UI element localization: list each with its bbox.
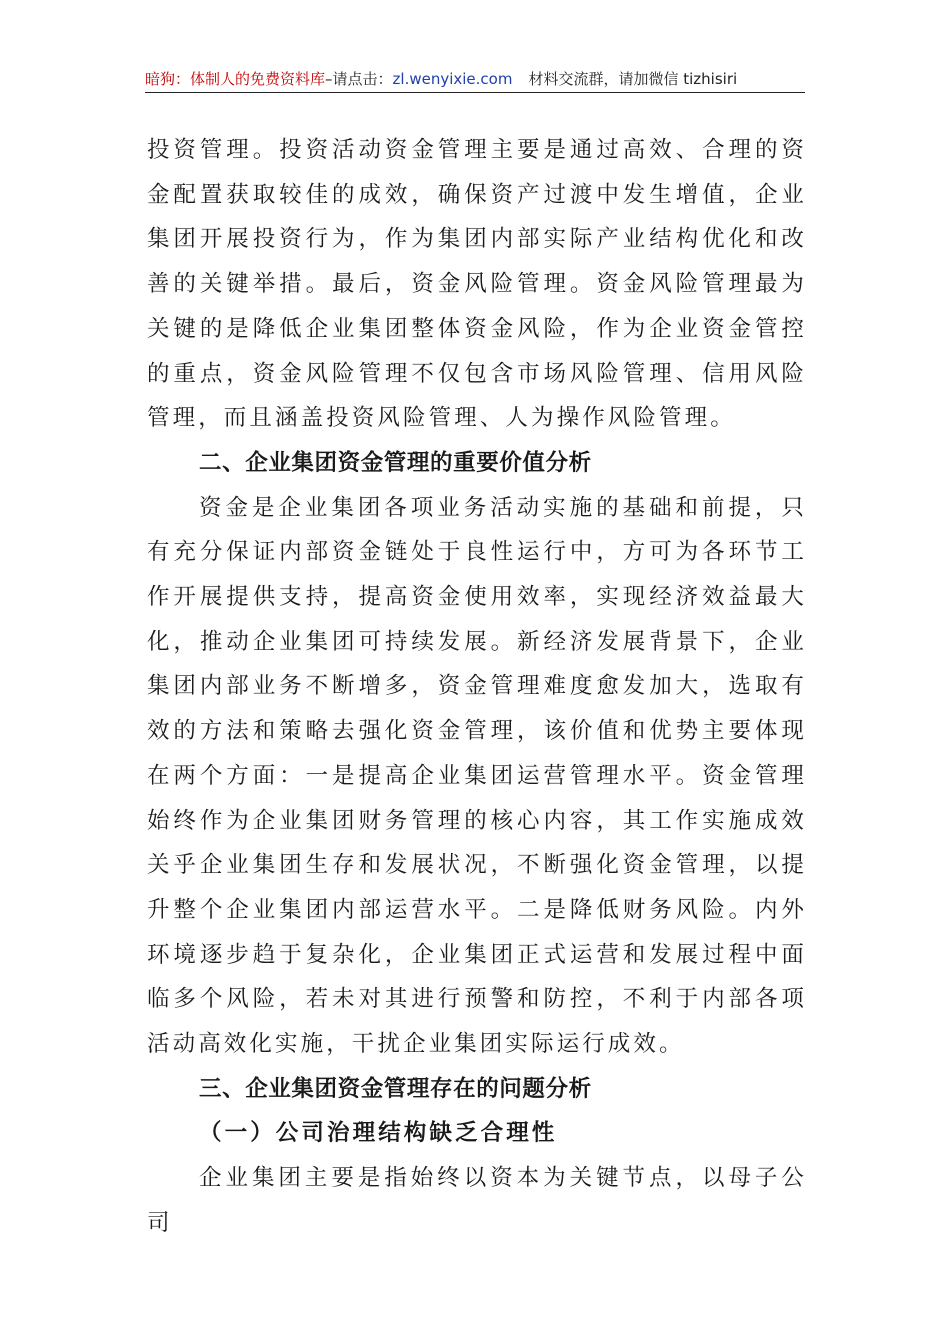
paragraph-value-analysis: 资金是企业集团各项业务活动实施的基础和前提，只有充分保证内部资金链处于良性运行中，方可为各环节工作开展提供支持，提高资金使用效率，实现经济效益最大化，推动企业集团可持续发展。新经济发展背景下，企业集团内部业务不断增多，资金管理难度愈发加大，选取有效的方法和策略去强化资金管理，该价值和优势主要体现在两个方面：一是提高企业集团运营管理水平。资金管理始终作为企业集团财务管理的核心内容，其工作实施成效关乎企业集团生存和发展状况，不断强化资金管理，以提升整个企业集团内部运营水平。二是降低财务风险。内外环境逐步趋于复杂化，企业集团正式运营和发展过程中面临多个风险，若未对其进行预警和防控，不利于内部各项活动高效化实施，干扰企业集团实际运行成效。 <box>147 494 807 1058</box>
header-click-prefix: –请点击： <box>325 70 393 88</box>
paragraph-group-definition: 企业集团主要是指始终以资本为关键节点，以母子公司 <box>147 1165 807 1236</box>
section-heading-2: 二、企业集团资金管理的重要价值分析 <box>199 449 592 476</box>
header-promo-text: 暗狗：体制人的免费资料库 <box>145 70 326 88</box>
page-header <box>145 66 805 93</box>
subsection-heading-1: （一）公司治理结构缺乏合理性 <box>199 1120 558 1147</box>
paragraph-investment-management: 投资管理。投资活动资金管理主要是通过高效、合理的资金配置获取较佳的成效，确保资产过渡中发生增值，企业集团开展投资行为，作为集团内部实际产业结构优化和改善的关键举措。最后，资金风险管理。资金风险管理最为关键的是降低企业集团整体资金风险，作为企业资金管控的重点，资金风险管理不仅包含市场风险管理、信用风险管理，而且涵盖投资风险管理、人为操作风险管理。 <box>147 137 807 432</box>
header-group-text: 材料交流群，请加微信 tizhisiri <box>528 70 738 88</box>
document-body <box>147 128 807 1246</box>
header-link[interactable]: zl.wenyixie.com <box>392 70 513 88</box>
section-heading-3: 三、企业集团资金管理存在的问题分析 <box>199 1075 592 1102</box>
